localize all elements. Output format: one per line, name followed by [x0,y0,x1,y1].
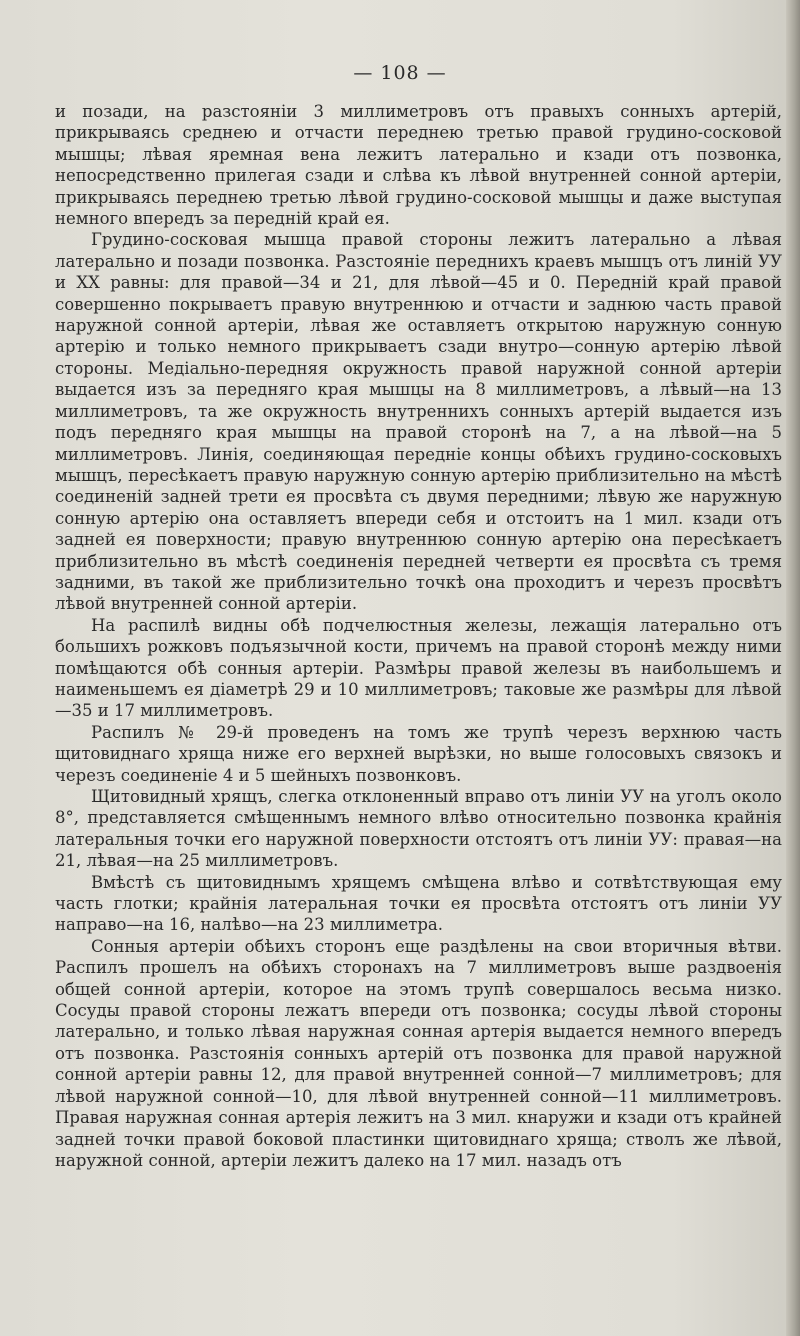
body-text [55,101,782,1171]
paragraph-carotid-arteries: Сонныя артеріи обѣихъ сторонъ еще раздѣлены на свои вторичныя вѣтви. Распилъ прошелъ на обѣихъ сторонахъ на 7 миллиметровъ выше раздвоенія общей сонной артеріи, которое на этомъ трупѣ совершалось весьма низко. Сосуды правой стороны лежатъ впереди отъ позвонка; сосуды лѣвой стороны латерально, и только лѣвая наружная сонная артерія выдается немного впередъ отъ позвонка. Разстоянія сонныхъ артерій отъ позвонка для правой наружной сонной артеріи равны 12, для правой внутренней сонной—7 миллиметровъ; для лѣвой наружной сонной—10, для лѣвой внутренней сонной—11 миллиметровъ. Правая наружная сонная артерія лежитъ на 3 мил. кнаружи и кзади отъ крайней задней точки правой боковой пластинки щитовиднаго хряща; стволъ же лѣвой, наружной сонной, артеріи лежитъ далеко на 17 мил. назадъ отъ [55,936,782,1170]
page-edge [786,0,800,1336]
paragraph-section-29: Распилъ № 29-й проведенъ на томъ же трупѣ черезъ верхнюю часть щитовиднаго хряща ниже его верхней вырѣзки, но выше голосовыхъ связокъ и черезъ соединеніе 4 и 5 шейныхъ позвонковъ. [55,722,782,785]
paragraph-continued: и позади, на разстояніи 3 миллиметровъ отъ правыхъ сонныхъ артерій, прикрываясь среднею и отчасти переднею третью правой грудино-сосковой мышцы; лѣвая яремная вена лежитъ латерально и кзади отъ позвонка, непосредственно прилегая сзади и слѣва къ лѣвой внутренней сонной артеріи, прикрываясь переднею третью лѣвой грудино-сосковой мышцы и даже выступая немного впередъ за передній край ея. [55,102,782,229]
paragraph-thyroid-cartilage: Щитовидный хрящъ, слегка отклоненный вправо отъ линіи УУ на уголъ около 8°, представляется смѣщеннымъ немного влѣво относительно позвонка крайнія латеральныя точки его наружной поверхности отстоятъ отъ линіи УУ: правая—на 21, лѣвая—на 25 миллиметровъ. [55,787,782,871]
paragraph-sternocleidomastoid: Грудино-сосковая мышца правой стороны лежитъ латерально а лѣвая латерально и позади позвонка. Разстояніе переднихъ краевъ мышцъ отъ линій УУ и ХХ равны: для правой—34 и 21, для лѣвой—45 и 0. Передній край правой совершенно покрываетъ правую внутреннюю и отчасти и заднюю часть правой наружной сонной артеріи, лѣвая же оставляетъ открытою наружную сонную артерію и только немного прикрываетъ сзади внутро—сонную артерію лѣвой стороны. Медіально-передняя окружность правой наружной сонной артеріи выдается изъ за передняго края мышцы на 8 миллиметровъ, а лѣвый—на 13 миллиметровъ, та же окружность внутреннихъ сонныхъ артерій выдается изъ подъ передняго края мышцы на правой сторонѣ на 7, а на лѣвой—на 5 миллиметровъ. Линія, соединяющая передніе концы обѣихъ грудино-сосковыхъ мышцъ, пересѣкаетъ правую наружную сонную артерію приблизительно на мѣстѣ соединеній задней трети ея просвѣта съ двумя передними; лѣвую же наружную сонную артерію она оставляетъ впереди себя и отстоитъ на 1 мил. кзади отъ задней ея поверхности; правую внутреннюю сонную артерію она пересѣкаетъ приблизительно въ мѣстѣ соединенія передней четверти ея просвѣта съ тремя задними, въ такой же приблизительно точкѣ она проходитъ и черезъ просвѣтъ лѣвой внутренней сонной артеріи. [55,230,782,614]
paragraph-submandibular-glands: На распилѣ видны обѣ подчелюстныя железы, лежащія латерально отъ большихъ рожковъ подъязычной кости, причемъ на правой сторонѣ между ними помѣщаются обѣ сонныя артеріи. Размѣры правой железы въ наибольшемъ и наименьшемъ ея діаметрѣ 29 и 10 миллиметровъ; таковые же размѣры для лѣвой—35 и 17 миллиметровъ. [55,615,782,721]
paragraph-pharynx: Вмѣстѣ съ щитовиднымъ хрящемъ смѣщена влѣво и сотвѣтствующая ему часть глотки; крайнія латеральная точки ея просвѣта отстоятъ отъ линіи УУ направо—на 16, налѣво—на 23 миллиметра. [55,872,782,935]
page-number: — 108 — [353,62,447,84]
